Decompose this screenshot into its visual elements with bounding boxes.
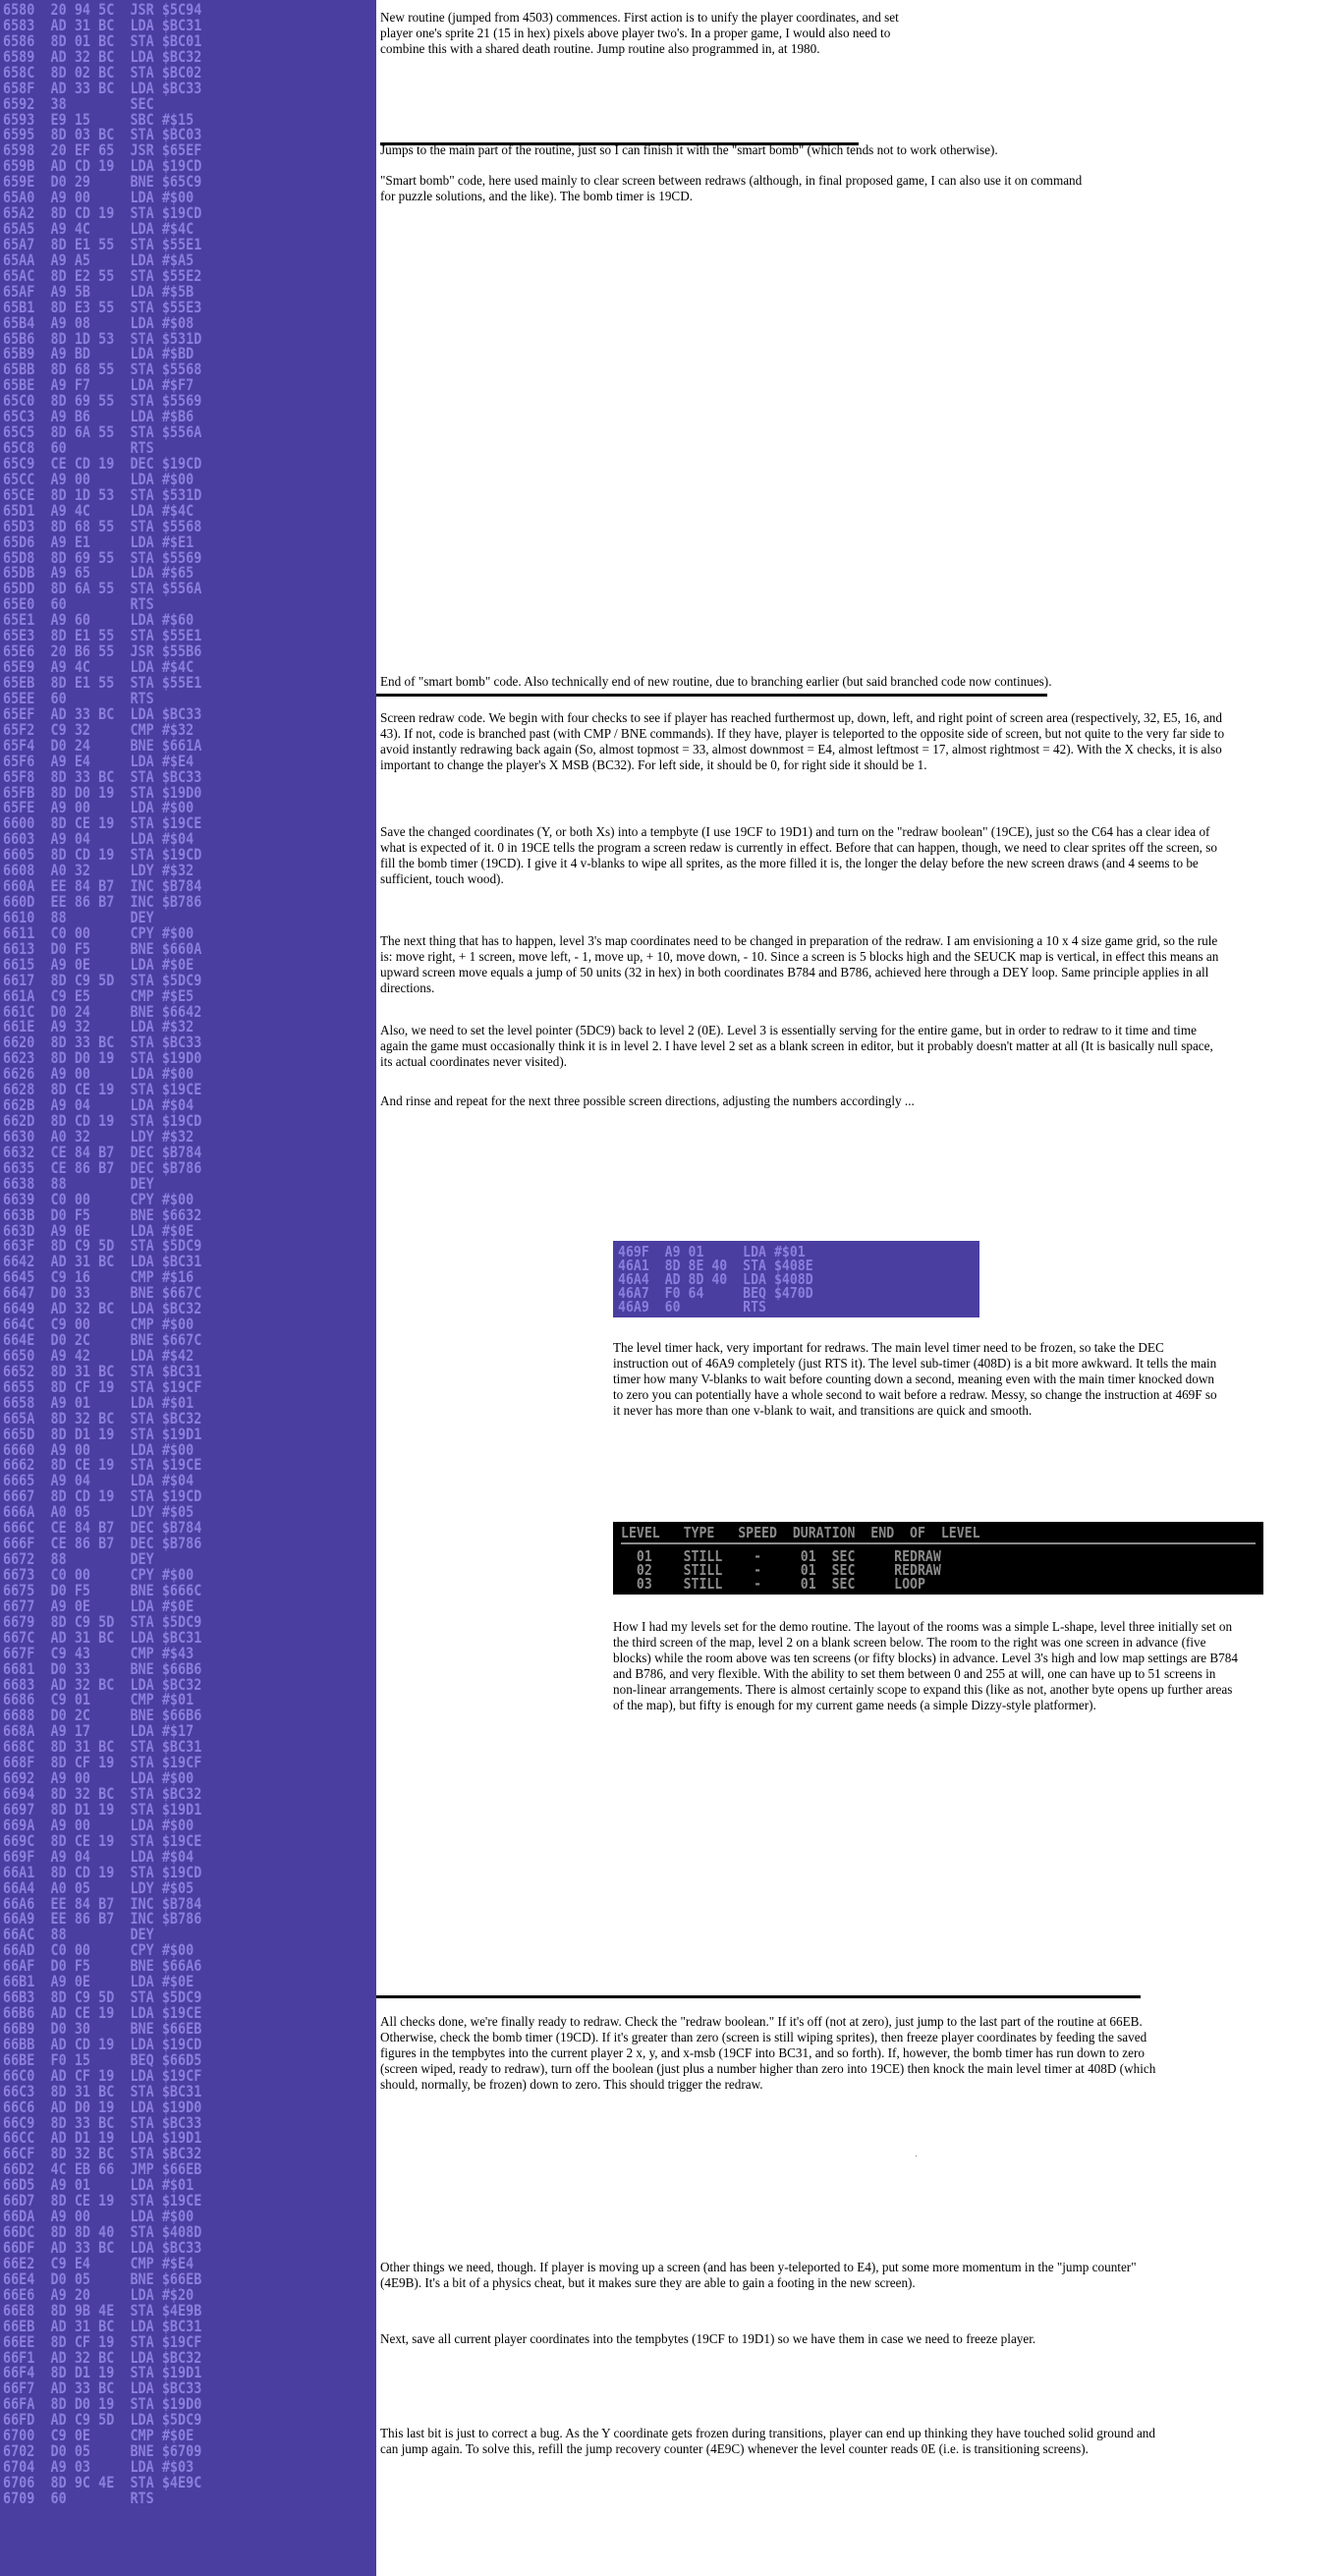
- code-line: 66A6 EE 84 B7 INC $B784: [3, 1893, 202, 1913]
- code-line: 6608 A0 32 LDY #$32: [3, 861, 195, 880]
- code-line: 6679 8D C9 5D STA $5DC9: [3, 1611, 202, 1631]
- code-line: 65AC 8D E2 55 STA $55E2: [3, 265, 202, 285]
- code-line: 65C5 8D 6A 55 STA $556A: [3, 422, 202, 442]
- table-header: LEVEL TYPE SPEED DURATION END OF LEVEL: [621, 1524, 980, 1541]
- code-line: 65B6 8D 1D 53 STA $531D: [3, 328, 202, 348]
- code-line: 65E1 A9 60 LDA #$60: [3, 610, 195, 630]
- code-line: 6655 8D CF 19 STA $19CF: [3, 1376, 202, 1396]
- code-line: 6635 CE 86 B7 DEC $B786: [3, 1157, 202, 1177]
- note-level-pointer: Also, we need to set the level pointer (5DC9) back to level 2 (0E). Level 3 is essentially serving for the entire game, but in order to redraw to it time and time again the game must occasionally think it is in level 2. I have level 2 set as a blank screen in editor, but it probably doesn't matter at all (It is basically null space, its actual coordinates never visited).: [380, 1023, 1213, 1069]
- code-line: 6593 E9 15 SBC #$15: [3, 109, 195, 129]
- code-line: 664C C9 00 CMP #$00: [3, 1315, 195, 1334]
- code-line: 6697 8D D1 19 STA $19D1: [3, 1799, 202, 1819]
- listing-line: 46A1 8D 8E 40 STA $408E: [618, 1257, 813, 1274]
- code-line: 6583 AD 31 BC LDA $BC31: [3, 15, 202, 34]
- code-line: 66FD AD C9 5D LDA $5DC9: [3, 2410, 202, 2430]
- code-line: 6611 C0 00 CPY #$00: [3, 923, 195, 942]
- code-line: 6638 88 DEY: [3, 1173, 154, 1193]
- code-line: 66B1 A9 0E LDA #$0E: [3, 1972, 195, 1991]
- code-line: 660D EE 86 B7 INC $B786: [3, 892, 202, 911]
- code-line: 66BB AD CD 19 LDA $19CD: [3, 2034, 202, 2053]
- code-line: 659E D0 29 BNE $65C9: [3, 172, 202, 192]
- code-line: 66C0 AD CF 19 LDA $19CF: [3, 2065, 202, 2085]
- code-line: 665D 8D D1 19 STA $19D1: [3, 1424, 202, 1443]
- code-line: 65AA A9 A5 LDA #$A5: [3, 250, 195, 269]
- code-line: 662B A9 04 LDA #$04: [3, 1095, 195, 1115]
- section-rule: [376, 694, 1047, 697]
- code-line: 65B9 A9 BD LDA #$BD: [3, 344, 195, 364]
- note-smart-bomb-end: End of "smart bomb" code. Also technically end of new routine, due to branching earlier (but said branched code now continues).: [380, 674, 1052, 689]
- code-line: 6642 AD 31 BC LDA $BC31: [3, 1252, 202, 1271]
- code-line: 6630 A0 32 LDY #$32: [3, 1126, 195, 1146]
- code-line: 6672 88 DEY: [3, 1549, 154, 1569]
- code-line: 65F8 8D 33 BC STA $BC33: [3, 766, 202, 786]
- code-line: 66F7 AD 33 BC LDA $BC33: [3, 2379, 202, 2398]
- code-line: 65D8 8D 69 55 STA $5569: [3, 547, 202, 567]
- code-line: 6610 88 DEY: [3, 907, 154, 926]
- code-line: 65FE A9 00 LDA #$00: [3, 798, 195, 817]
- code-line: 6605 8D CD 19 STA $19CD: [3, 845, 202, 865]
- code-line: 667C AD 31 BC LDA $BC31: [3, 1627, 202, 1647]
- section-rule: [376, 1995, 1141, 1998]
- code-line: 6652 8D 31 BC STA $BC31: [3, 1361, 202, 1380]
- code-line: 6662 8D CE 19 STA $19CE: [3, 1455, 202, 1475]
- code-line: 6681 D0 33 BNE $66B6: [3, 1658, 202, 1678]
- note-rinse-repeat: And rinse and repeat for the next three possible screen directions, adjusting the numbers accordingly ...: [380, 1093, 915, 1108]
- code-line: 6658 A9 01 LDA #$01: [3, 1392, 195, 1412]
- code-line: 6650 A9 42 LDA #$42: [3, 1345, 195, 1365]
- code-line: 659B AD CD 19 LDA $19CD: [3, 156, 202, 176]
- note-map-coordinates: The next thing that has to happen, level 3's map coordinates need to be changed in preparation of the redraw. I am envisioning a 10 x 4 size game grid, so the rule is: move right, + 1 screen, move left, - 1, move up, + 10, move down, - 10. Since a screen is 5 blocks high and the SEUCK map is vertical, in effect this means an upward screen move equals a jump of 50 units (32 in hex) in both coordinates B784 and B786, achieved here through a DEY loop. Same principle applies in all directions.: [380, 933, 1219, 995]
- table-row: 01 STILL - 01 SEC REDRAW: [621, 1547, 941, 1565]
- code-line: 65A5 A9 4C LDA #$4C: [3, 219, 195, 239]
- code-line: 668F 8D CF 19 STA $19CF: [3, 1753, 202, 1772]
- code-line: 65AF A9 5B LDA #$5B: [3, 281, 195, 301]
- code-line: 66E8 8D 9B 4E STA $4E9B: [3, 2300, 202, 2320]
- listing-line: 46A4 AD 8D 40 LDA $408D: [618, 1270, 813, 1288]
- note-tempbyte: Save the changed coordinates (Y, or both Xs) into a tempbyte (I use 19CF to 19D1) and turn on the "redraw boolean" (19CE), just so the C64 has a clear idea of what is expected of it. 0 in 19CE tells the program a screen redaw is currently in effect. Before that can happen, though, we need to clear sprites off the screen, so fill the bomb timer (19CD). I give it 4 v-blanks to wipe all sprites, as the more filled it is, the longer the delay before the new screen draws (and 4 seems to be sufficient, touch wood).: [380, 824, 1218, 886]
- code-line: 6647 D0 33 BNE $667C: [3, 1283, 202, 1303]
- code-line: 65F4 D0 24 BNE $661A: [3, 735, 202, 755]
- code-line: 6623 8D D0 19 STA $19D0: [3, 1048, 202, 1068]
- code-line: 6706 8D 9C 4E STA $4E9C: [3, 2472, 202, 2492]
- code-line: 6600 8D CE 19 STA $19CE: [3, 813, 202, 833]
- code-line: 65BE A9 F7 LDA #$F7: [3, 375, 195, 395]
- note-jump-counter: Other things we need, though. If player is moving up a screen (and has been y-teleported to E4), put some more momentum in the "jump counter" (4E9B). It's a bit of a physics cheat, but it makes sure they are able to gain a footing in the new screen).: [380, 2260, 1137, 2290]
- code-line: 66CF 8D 32 BC STA $BC32: [3, 2144, 202, 2163]
- note-jump-main: Jumps to the main part of the routine, just so I can finish it with the "smart bomb" (which tends not to work otherwise).: [380, 142, 998, 157]
- code-line: 666F CE 86 B7 DEC $B786: [3, 1534, 202, 1553]
- code-line: 66F4 8D D1 19 STA $19D1: [3, 2363, 202, 2382]
- code-line: 65E0 60 RTS: [3, 594, 154, 614]
- code-line: 65C9 CE CD 19 DEC $19CD: [3, 453, 202, 473]
- code-line: 6639 C0 00 CPY #$00: [3, 1189, 195, 1208]
- code-line: 66CC AD D1 19 LDA $19D1: [3, 2128, 202, 2148]
- note-screen-redraw: Screen redraw code. We begin with four checks to see if player has reached furthermost up, down, left, and right point of screen area (respectively, 32, E5, 16, and 43). If not, code is branched past (with CMP / BNE commands). If they have, player is teleported to the opposite side of screen, but not quite to the very far side to avoid instantly redrawing back again (So, almost topmost = 33, almost downmost = E4, almost leftmost = 17, almost rightmost = 42). With the X checks, it is also important to change the player's X MSB (BC32). For left side, it should be 0, for right side it should be 1.: [380, 710, 1225, 772]
- code-line: 65DB A9 65 LDA #$65: [3, 563, 195, 583]
- code-line: 669C 8D CE 19 STA $19CE: [3, 1830, 202, 1850]
- code-line: 6628 8D CE 19 STA $19CE: [3, 1080, 202, 1099]
- code-line: 66E2 C9 E4 CMP #$E4: [3, 2253, 195, 2272]
- note-smart-bomb: "Smart bomb" code, here used mainly to clear screen between redraws (although, in final proposed game, I can also use it on command for puzzle solutions, and the like). The bomb timer is 19CD.: [380, 173, 1083, 203]
- code-line: 66C6 AD D0 19 LDA $19D0: [3, 2097, 202, 2116]
- code-line: 66B3 8D C9 5D STA $5DC9: [3, 1988, 202, 2007]
- note-routine-start: New routine (jumped from 4503) commences. First action is to unify the player coordinates, and set player one's sprite 21 (15 in hex) pixels above player two's. In a proper game, I would also need to combine this with a shared death routine. Jump routine also programmed in, at 1980.: [380, 10, 899, 56]
- code-line: 667F C9 43 CMP #$43: [3, 1643, 195, 1662]
- code-line: 666A A0 05 LDY #$05: [3, 1502, 195, 1522]
- code-line: 65B4 A9 08 LDA #$08: [3, 312, 195, 332]
- code-line: 661C D0 24 BNE $6642: [3, 1001, 202, 1021]
- code-line: 6692 A9 00 LDA #$00: [3, 1768, 195, 1788]
- code-line: 6686 C9 01 CMP #$01: [3, 1690, 195, 1709]
- code-line: 66D2 4C EB 66 JMP $66EB: [3, 2159, 202, 2179]
- code-line: 669F A9 04 LDA #$04: [3, 1846, 195, 1866]
- code-line: 6586 8D 01 BC STA $BC01: [3, 30, 202, 50]
- code-line: 66E4 D0 05 BNE $66EB: [3, 2268, 202, 2288]
- code-line: 65C3 A9 B6 LDA #$B6: [3, 407, 195, 426]
- code-line: 6589 AD 32 BC LDA $BC32: [3, 46, 202, 66]
- code-line: 65A7 8D E1 55 STA $55E1: [3, 234, 202, 253]
- code-line: 6615 A9 0E LDA #$0E: [3, 954, 195, 974]
- code-line: 65A2 8D CD 19 STA $19CD: [3, 203, 202, 223]
- code-line: 66C9 8D 33 BC STA $BC33: [3, 2112, 202, 2132]
- code-line: 6709 60 RTS: [3, 2488, 154, 2507]
- code-line: 65F6 A9 E4 LDA #$E4: [3, 751, 195, 770]
- code-line: 66E6 A9 20 LDA #$20: [3, 2284, 195, 2304]
- code-line: 6617 8D C9 5D STA $5DC9: [3, 970, 202, 989]
- listing-line: 469F A9 01 LDA #$01: [618, 1243, 806, 1260]
- code-line: 65F2 C9 32 CMP #$32: [3, 719, 195, 739]
- code-line: 6683 AD 32 BC LDA $BC32: [3, 1674, 202, 1694]
- listing-line: 46A7 F0 64 BEQ $470D: [618, 1284, 813, 1302]
- code-line: 65E6 20 B6 55 JSR $55B6: [3, 642, 202, 661]
- code-line: 66B9 D0 30 BNE $66EB: [3, 2018, 202, 2038]
- code-line: 66AC 88 DEY: [3, 1925, 154, 1944]
- code-line: 658C 8D 02 BC STA $BC02: [3, 62, 202, 82]
- code-line: 66DC 8D 8D 40 STA $408D: [3, 2222, 202, 2242]
- code-line: 6702 D0 05 BNE $6709: [3, 2441, 202, 2461]
- code-line: 66A1 8D CD 19 STA $19CD: [3, 1862, 202, 1881]
- code-line: 6603 A9 04 LDA #$04: [3, 829, 195, 849]
- code-line: 6694 8D 32 BC STA $BC32: [3, 1784, 202, 1804]
- code-line: 66BE F0 15 BEQ $66D5: [3, 2049, 202, 2069]
- code-line: 663D A9 0E LDA #$0E: [3, 1220, 195, 1240]
- code-line: 661A C9 E5 CMP #$E5: [3, 985, 195, 1005]
- code-line: 66DF AD 33 BC LDA $BC33: [3, 2237, 202, 2257]
- code-line: 6598 20 EF 65 JSR $65EF: [3, 140, 202, 160]
- code-line: 6667 8D CD 19 STA $19CD: [3, 1486, 202, 1506]
- table-row: 02 STILL - 01 SEC REDRAW: [621, 1561, 941, 1579]
- code-line: 6665 A9 04 LDA #$04: [3, 1471, 195, 1490]
- code-line: 668C 8D 31 BC STA $BC31: [3, 1737, 202, 1757]
- code-line: 66EE 8D CF 19 STA $19CF: [3, 2331, 202, 2351]
- code-line: 6704 A9 03 LDA #$03: [3, 2457, 195, 2476]
- code-line: 6675 D0 F5 BNE $666C: [3, 1580, 202, 1599]
- code-line: 6677 A9 0E LDA #$0E: [3, 1596, 195, 1615]
- table-divider: [621, 1542, 1256, 1544]
- code-line: 65C8 60 RTS: [3, 438, 154, 458]
- code-line: 65DD 8D 6A 55 STA $556A: [3, 579, 202, 598]
- code-line: 658F AD 33 BC LDA $BC33: [3, 78, 202, 97]
- code-line: 65E9 A9 4C LDA #$4C: [3, 657, 195, 677]
- level-settings-table: [613, 1522, 1263, 1595]
- code-line: 65D6 A9 E1 LDA #$E1: [3, 532, 195, 551]
- code-line: 6688 D0 2C BNE $66B6: [3, 1706, 202, 1725]
- note-redraw-check: All checks done, we're finally ready to redraw. Check the "redraw boolean." If it's off (not at zero), just jump to the last part of the routine at 66EB. Otherwise, check the bomb timer (19CD). If it's greater than zero (screen is still wiping sprites), then freeze player coordinates by feeding the saved figures in the tempbytes into the current player 2 x, y, and x-msb (19CF into BC31, and so forth). If, however, the bomb timer has run down to zero (screen wiped, ready to redraw), turn off the boolean (just plus a number higher than zero into 19CE) then knock the main level timer at 408D (which should, normally, be frozen) down to zero. This should trigger the redraw.: [380, 2014, 1156, 2092]
- code-line: 65BB 8D 68 55 STA $5568: [3, 360, 202, 379]
- code-line: 65EE 60 RTS: [3, 688, 154, 707]
- code-line: 66A4 A0 05 LDY #$05: [3, 1877, 195, 1897]
- code-line: 6613 D0 F5 BNE $660A: [3, 938, 202, 958]
- code-line: 666C CE 84 B7 DEC $B784: [3, 1518, 202, 1538]
- code-line: 66C3 8D 31 BC STA $BC31: [3, 2081, 202, 2100]
- code-line: 6660 A9 00 LDA #$00: [3, 1439, 195, 1459]
- code-line: 65EB 8D E1 55 STA $55E1: [3, 672, 202, 692]
- code-line: 665A 8D 32 BC STA $BC32: [3, 1408, 202, 1428]
- code-line: 66AF D0 F5 BNE $66A6: [3, 1956, 202, 1976]
- code-line: 661E A9 32 LDA #$32: [3, 1017, 195, 1036]
- code-line: 669A A9 00 LDA #$00: [3, 1815, 195, 1834]
- code-line: 66AD C0 00 CPY #$00: [3, 1940, 195, 1960]
- code-line: 66DA A9 00 LDA #$00: [3, 2207, 195, 2226]
- code-line: 6580 20 94 5C JSR $5C94: [3, 0, 202, 19]
- code-line: 65C0 8D 69 55 STA $5569: [3, 391, 202, 411]
- code-line: 66FA 8D D0 19 STA $19D0: [3, 2394, 202, 2414]
- code-line: 6645 C9 16 CMP #$16: [3, 1267, 195, 1287]
- code-line: 668A A9 17 LDA #$17: [3, 1721, 195, 1741]
- code-line: 66D5 A9 01 LDA #$01: [3, 2175, 195, 2195]
- code-line: 660A EE 84 B7 INC $B784: [3, 876, 202, 896]
- level-timer-listing: [613, 1241, 979, 1317]
- code-line: 6649 AD 32 BC LDA $BC32: [3, 1299, 202, 1318]
- code-line: 65A0 A9 00 LDA #$00: [3, 188, 195, 207]
- note-level-timer-hack: The level timer hack, very important for redraws. The main level timer need to be frozen, so take the DEC instruction out of 46A9 completely (just RTS it). The level sub-timer (408D) is a bit more awkward. It tells the main timer how many V-blanks to wait before counting down a second, meaning even with the main timer knocked down to zero you can potentially have a whole second to wait before a redraw. Messy, so change the instruction at 469F so it never has more than one v-blank to wait, and transitions are quick and smooth.: [613, 1340, 1217, 1418]
- code-line: 6632 CE 84 B7 DEC $B784: [3, 1142, 202, 1161]
- code-line: 66D7 8D CE 19 STA $19CE: [3, 2191, 202, 2211]
- code-line: 6620 8D 33 BC STA $BC33: [3, 1033, 202, 1052]
- listing-line: 46A9 60 RTS: [618, 1298, 767, 1316]
- table-row: 03 STILL - 01 SEC LOOP: [621, 1575, 925, 1593]
- code-line: 6673 C0 00 CPY #$00: [3, 1565, 195, 1584]
- note-level-layout: How I had my levels set for the demo routine. The layout of the rooms was a simple L-shape, level three initially set on the third screen of the map, level 2 on a blank screen below. The room to the right was one screen in advance (five blocks) while the room above was ten screens (or fifty blocks) in advance. Level 3's high and low map settings are B784 and B786, and very flexible. With the ability to set them between 0 and 255 at will, one can have up to 51 screens in non-linear arrangements. There is almost certainly scope to expand this (like as not, another byte opens up further areas of the map), but fifty is enough for my current game needs (a simple Dizzy-style platformer).: [613, 1619, 1238, 1712]
- code-line: 664E D0 2C BNE $667C: [3, 1330, 202, 1350]
- code-line: 65FB 8D D0 19 STA $19D0: [3, 782, 202, 802]
- code-line: 65CC A9 00 LDA #$00: [3, 469, 195, 488]
- code-line: 6592 38 SEC: [3, 93, 154, 113]
- code-line: 663B D0 F5 BNE $6632: [3, 1204, 202, 1224]
- code-line: 65B1 8D E3 55 STA $55E3: [3, 297, 202, 316]
- code-line: 66F1 AD 32 BC LDA $BC32: [3, 2347, 202, 2367]
- code-line: 66B6 AD CE 19 LDA $19CE: [3, 2003, 202, 2023]
- code-line: 65CE 8D 1D 53 STA $531D: [3, 484, 202, 504]
- code-line: 6626 A9 00 LDA #$00: [3, 1064, 195, 1084]
- code-line: 65D3 8D 68 55 STA $5568: [3, 516, 202, 535]
- note-bug-fix: This last bit is just to correct a bug. As the Y coordinate gets frozen during transitions, player can end up thinking they have touched solid ground and can jump again. To solve this, refill the jump recovery counter (4E9C) whenever the level counter reads 0E (i.e. is transitioning screens).: [380, 2426, 1155, 2456]
- code-line: 66A9 EE 86 B7 INC $B786: [3, 1909, 202, 1929]
- code-line: 65D1 A9 4C LDA #$4C: [3, 500, 195, 520]
- code-listing-panel: [0, 0, 376, 2576]
- note-save-coordinates: Next, save all current player coordinates into the tempbytes (19CF to 19D1) so we have them in case we need to freeze player.: [380, 2331, 1036, 2346]
- code-line: 65EF AD 33 BC LDA $BC33: [3, 703, 202, 723]
- code-line: 662D 8D CD 19 STA $19CD: [3, 1111, 202, 1131]
- code-line: 66EB AD 31 BC LDA $BC31: [3, 2316, 202, 2335]
- code-line: 6700 C9 0E CMP #$0E: [3, 2426, 195, 2445]
- code-line: 6595 8D 03 BC STA $BC03: [3, 125, 202, 144]
- code-line: 663F 8D C9 5D STA $5DC9: [3, 1236, 202, 1256]
- code-line: 65E3 8D E1 55 STA $55E1: [3, 626, 202, 645]
